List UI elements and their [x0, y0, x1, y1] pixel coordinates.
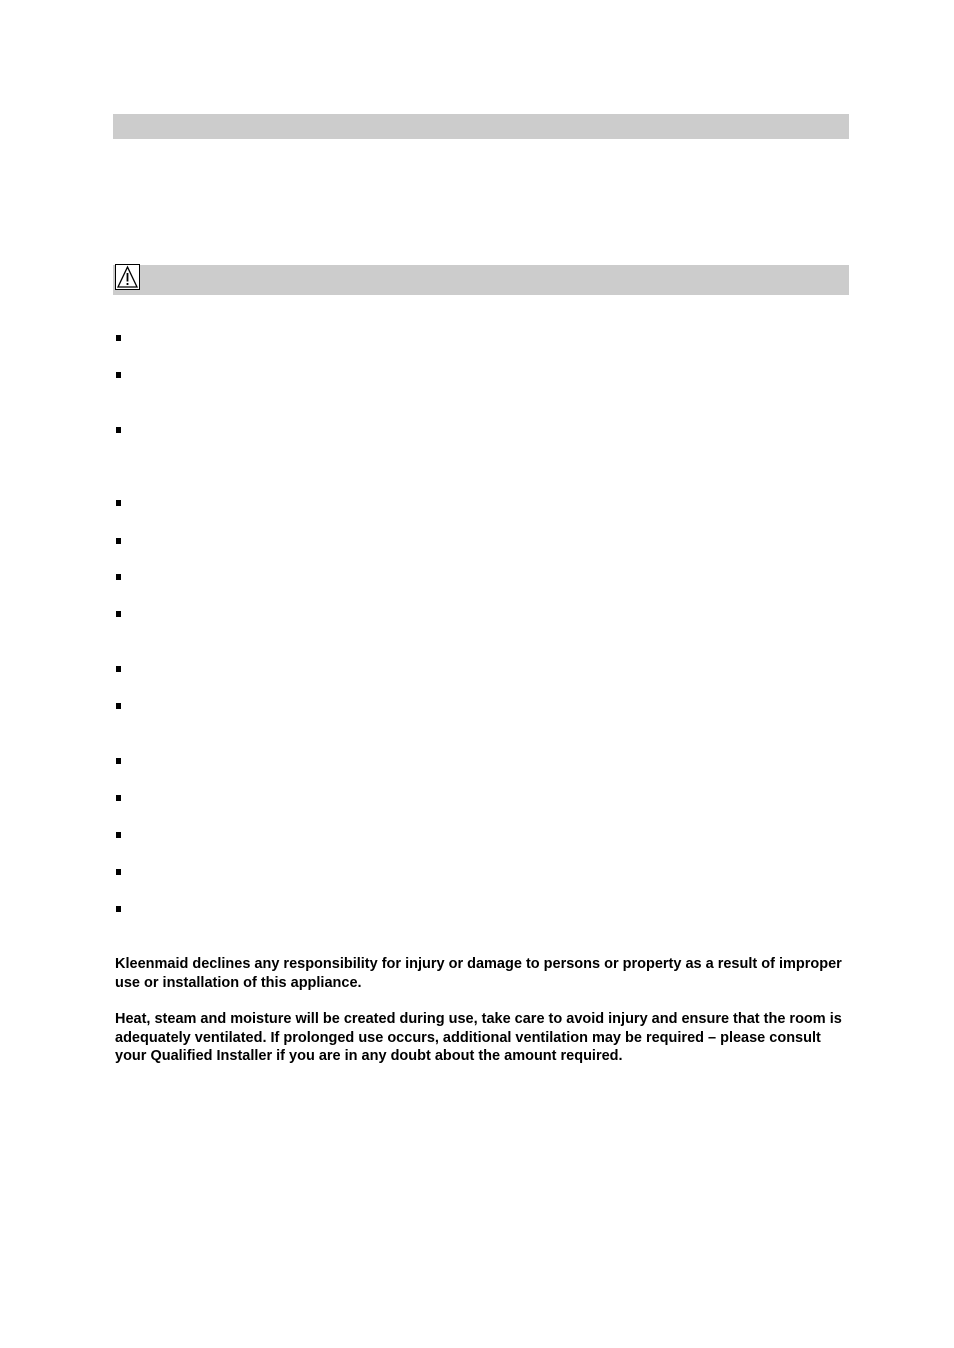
bullet-marker	[116, 335, 121, 341]
bullet-marker	[116, 611, 121, 617]
liability-notice: Kleenmaid declines any responsibility for injury or damage to persons or property as a result of improper use or installation of this appliance.	[115, 956, 842, 991]
bullet-marker	[116, 500, 121, 506]
bullet-marker	[116, 574, 121, 580]
bullet-marker	[116, 906, 121, 912]
section-header-bar	[113, 114, 849, 139]
warning-triangle-icon	[115, 264, 140, 290]
bullet-marker	[116, 832, 121, 838]
bullet-marker	[116, 538, 121, 544]
bullet-marker	[116, 758, 121, 764]
bullet-marker	[116, 372, 121, 378]
bullet-marker	[116, 666, 121, 672]
bullet-marker	[116, 795, 121, 801]
bullet-marker	[116, 427, 121, 433]
bullet-marker	[116, 869, 121, 875]
bullet-marker	[116, 703, 121, 709]
warning-header-bar	[113, 265, 849, 295]
ventilation-notice: Heat, steam and moisture will be created during use, take care to avoid injury and ensure that the room is adequately ventilated. If prolonged use occurs, additional ventilation may be required – please consult your Qualified Installer if you are in any doubt about the amount required.	[115, 1011, 842, 1065]
